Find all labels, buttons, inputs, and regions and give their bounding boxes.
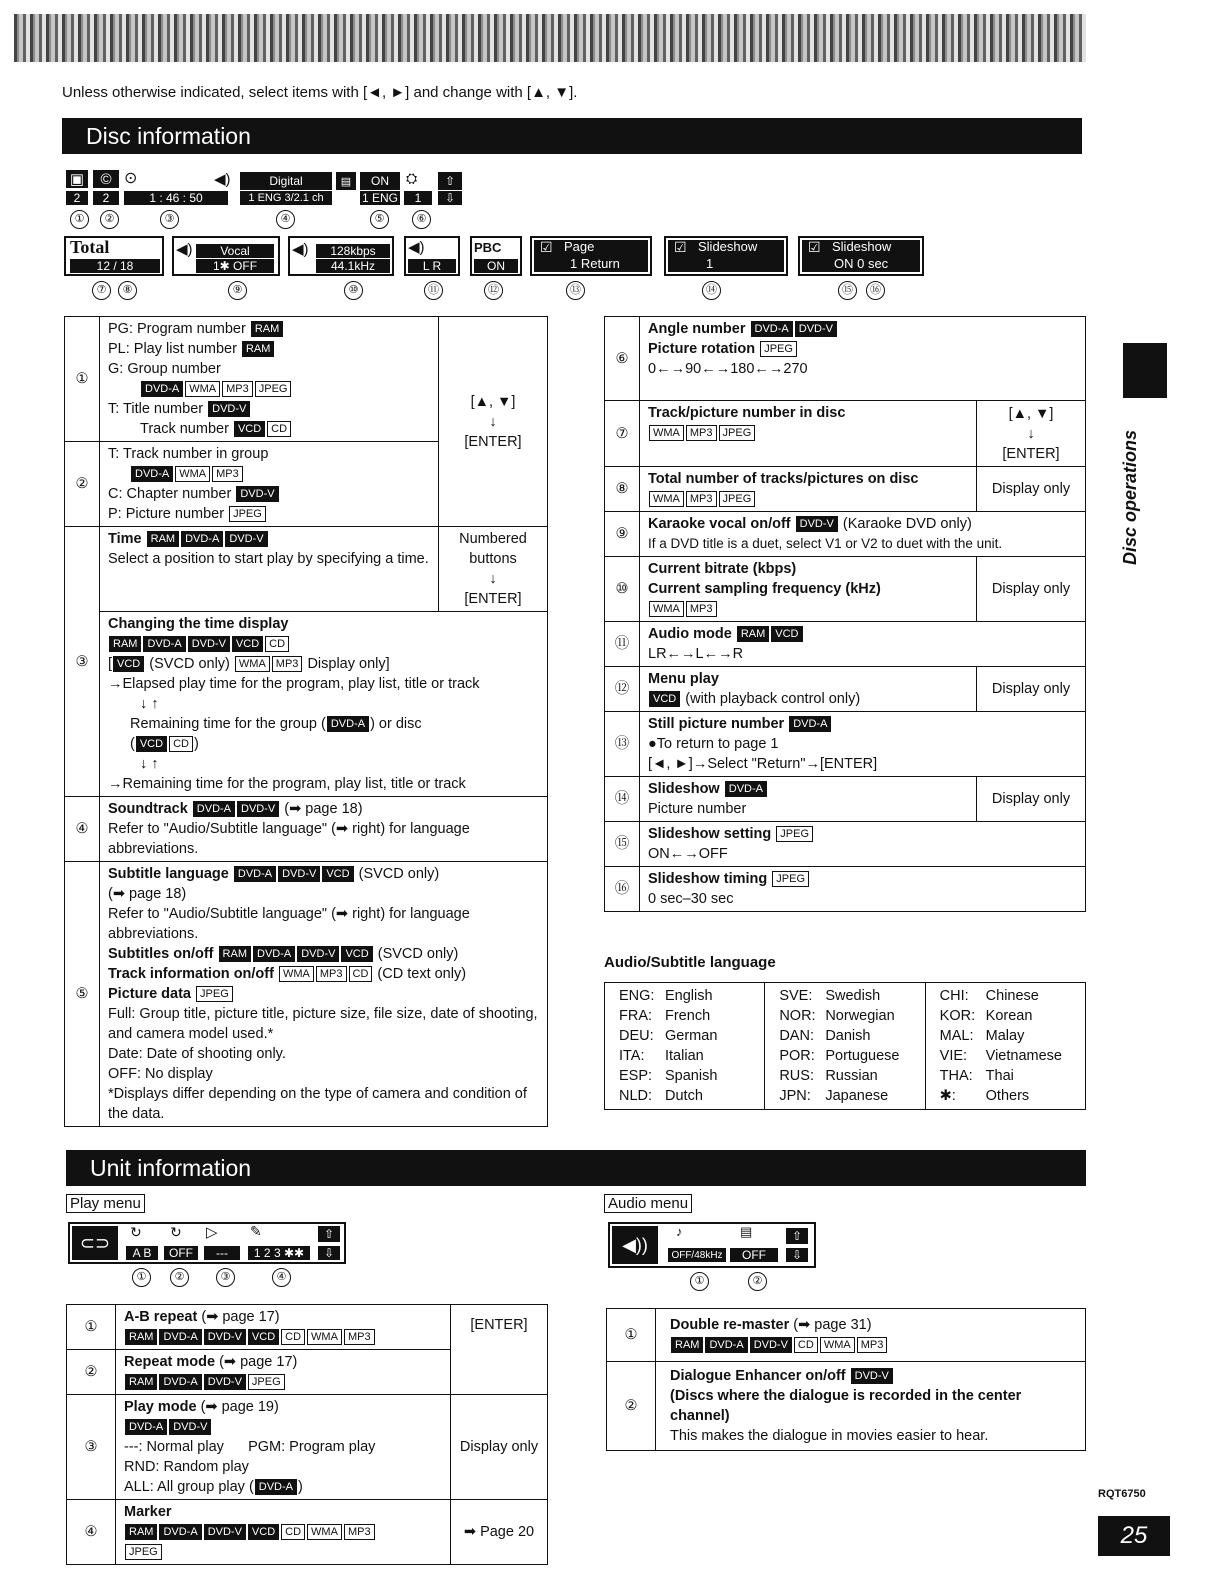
marker-7: ⑦ xyxy=(92,281,111,300)
marker-1: ① xyxy=(70,210,89,229)
play-menu-label: Play menu xyxy=(66,1194,145,1213)
row-number: ⑩ xyxy=(605,557,640,622)
audio-menu-label: Audio menu xyxy=(604,1194,692,1213)
speaker-icon: ◀) xyxy=(214,171,231,188)
osd-lr: L R xyxy=(408,259,456,273)
row-number: ⑯ xyxy=(605,867,640,912)
row-number: ② xyxy=(65,442,100,527)
marker-icon: ✎ xyxy=(250,1223,262,1239)
play-osd-ab: A B xyxy=(126,1246,158,1260)
audio-marker-1: ① xyxy=(690,1272,709,1291)
repeat-icon: ↻ xyxy=(170,1224,182,1240)
angle-icon: ⛭ xyxy=(406,170,418,186)
play-row-3: Play mode (➡ page 19) DVD-A DVD-V ---: Normal play PGM: Program play RND: Random play ALL: All group play ( DVD-A ) xyxy=(116,1395,451,1500)
osd-page-label: Page xyxy=(564,239,595,254)
row-number: ② xyxy=(67,1350,116,1395)
osd-total-label: Total xyxy=(70,237,110,257)
page-icon: ☑ xyxy=(540,239,553,255)
row-10-desc: Current bitrate (kbps) Current sampling frequency (kHz) WMA MP3 xyxy=(640,557,977,622)
dialogue-icon: ▤ xyxy=(740,1224,753,1239)
osd-pbc-value: ON xyxy=(474,259,518,273)
row-3-change: Changing the time display RAM DVD-A DVD-V VCD CD [ VCD (SVCD only) WMA MP3 Display only] →Elapsed play time for the program, play list, title or track ↓ ↑ Remaining time for the group ( DVD-A ) or disc ( VCD CD ) ↓ ↑ →Remaining time for the program, play list, title or track xyxy=(100,612,548,797)
row-14-keys: Display only xyxy=(977,777,1086,822)
marker-10: ⑩ xyxy=(344,281,363,300)
marker-12: ⑫ xyxy=(484,281,503,300)
audio-osd-dialogue: OFF xyxy=(730,1248,778,1262)
row-number: ⑮ xyxy=(605,822,640,867)
row-11-desc: Audio mode RAM VCD LR←→L←→R xyxy=(640,622,1086,667)
row-15-desc: Slideshow setting JPEG ON←→OFF xyxy=(640,822,1086,867)
osd-frequency: 44.1kHz xyxy=(316,259,390,273)
play-row-1-keys: [ENTER] xyxy=(451,1305,548,1395)
play-marker-1: ① xyxy=(132,1268,151,1287)
slideshow-setting-icon: ☑ xyxy=(808,239,821,255)
osd-time: 1 : 46 : 50 xyxy=(124,191,228,205)
arrow-down-icon: ⇩ xyxy=(786,1248,808,1262)
arrow-up-icon: ⇧ xyxy=(438,172,462,190)
audio-row-1: Double re-master (➡ page 31) RAM DVD-A DVD-V CD WMA MP3 xyxy=(656,1309,1086,1362)
row-number: ⑥ xyxy=(605,317,640,401)
osd-vocal-label: Vocal xyxy=(196,244,274,258)
language-column: ENG: English FRA: French DEU: German ITA: Italian ESP: Spanish NLD: Dutch xyxy=(605,983,765,1109)
row-number: ⑨ xyxy=(605,512,640,557)
row-number: ⑫ xyxy=(605,667,640,712)
subtitle-icon: ▤ xyxy=(336,172,356,190)
osd-subtitle-on: ON xyxy=(360,172,400,190)
osd-pbc-label: PBC xyxy=(474,240,502,255)
marker-13: ⑬ xyxy=(566,281,585,300)
row-3-keys: Numbered buttons ↓ [ENTER] xyxy=(439,527,548,612)
row-6-desc: Angle number DVD-A DVD-V Picture rotation JPEG 0←→90←→180←→270 xyxy=(640,317,1086,401)
arrow-up-icon: ⇧ xyxy=(786,1228,808,1244)
arrow-down-icon: ⇩ xyxy=(318,1246,340,1260)
osd-slideshow2-label: Slideshow xyxy=(832,239,892,254)
play-menu-table xyxy=(66,1304,548,1565)
audio-row-2: Dialogue Enhancer on/off DVD-V (Discs where the dialogue is recorded in the center channel) This makes the dialogue in movies easier to hear. xyxy=(656,1362,1086,1451)
osd-value-2: 2 xyxy=(93,191,119,205)
side-tab-block xyxy=(1123,343,1167,398)
play-row-4-keys: ➡ Page 20 xyxy=(451,1500,548,1565)
row-10-keys: Display only xyxy=(977,557,1086,622)
row-1-2-keys: [▲, ▼] ↓ [ENTER] xyxy=(439,317,548,527)
osd-bitrate: 128kbps xyxy=(316,244,390,258)
play-osd-marker: 1 2 3 ✱✱ xyxy=(248,1246,310,1260)
ab-repeat-icon: ↻ xyxy=(130,1224,142,1240)
row-8-keys: Display only xyxy=(977,467,1086,512)
osd-vocal-value: 1✱ OFF xyxy=(196,259,274,273)
play-row-1: A-B repeat (➡ page 17) RAM DVD-A DVD-V VCD CD WMA MP3 xyxy=(116,1305,451,1350)
marker-11: ⑪ xyxy=(424,281,443,300)
row-1-desc: PG: Program number RAM PL: Play list number RAM G: Group number DVD-A WMA MP3 JPEG T: Title number DVD-V Track number VCD CD xyxy=(100,317,439,442)
row-8-desc: Total number of tracks/pictures on disc WMA MP3 JPEG xyxy=(640,467,977,512)
disc-info-table-left xyxy=(64,316,548,1127)
row-number: ⑤ xyxy=(65,862,100,1127)
row-number: ① xyxy=(67,1305,116,1350)
language-table xyxy=(604,982,1086,1110)
marker-9: ⑨ xyxy=(228,281,247,300)
audio-osd-remaster: OFF/48kHz xyxy=(668,1248,726,1262)
row-2-desc: T: Track number in group DVD-A WMA MP3 C: Chapter number DVD-V P: Picture number JPEG xyxy=(100,442,439,527)
play-row-3-keys: Display only xyxy=(451,1395,548,1500)
row-12-desc: Menu play VCD (with playback control only) xyxy=(640,667,977,712)
osd-angle: 1 xyxy=(404,191,432,205)
row-13-desc: Still picture number DVD-A ●To return to page 1 [◄, ►]→Select "Return"→[ENTER] xyxy=(640,712,1086,777)
row-number: ④ xyxy=(67,1500,116,1565)
osd-page-value: 1 Return xyxy=(570,256,620,271)
osd-audio-sub: 1 ENG 3/2.1 ch xyxy=(240,191,332,205)
row-number: ③ xyxy=(65,527,100,797)
marker-3: ③ xyxy=(160,210,179,229)
language-column: SVE: Swedish NOR: Norwegian DAN: Danish POR: Portuguese RUS: Russian JPN: Japanese xyxy=(765,983,925,1109)
row-number: ① xyxy=(607,1309,656,1362)
row-5-desc: Subtitle language DVD-A DVD-V VCD (SVCD only) (➡ page 18) Refer to "Audio/Subtitle language" (➡ right) for language abbreviations. Subtitles on/off RAM DVD-A DVD-V VCD (SVCD only) Track information on/off WMA MP3 CD (CD text only) Picture data JPEG Full: Group title, picture title, picture size, file size, date of shooting, and camera model used.* Date: Date of shooting only. OFF: No display *Displays differ depending on the type of camera and condition of the data. xyxy=(100,862,548,1127)
section-title-unit-info: Unit information xyxy=(66,1150,1086,1186)
bitrate-speaker-icon: ◀) xyxy=(292,241,309,258)
arrow-up-icon: ⇧ xyxy=(318,1226,340,1242)
osd-subtitle-lang: 1 ENG xyxy=(361,191,398,205)
row-number: ① xyxy=(65,317,100,442)
row-12-keys: Display only xyxy=(977,667,1086,712)
play-marker-3: ③ xyxy=(216,1268,235,1287)
osd-audio-format: Digital xyxy=(240,172,332,190)
audio-marker-2: ② xyxy=(748,1272,767,1291)
play-osd-mode: --- xyxy=(204,1246,240,1260)
play-osd-repeat: OFF xyxy=(164,1246,198,1260)
marker-8: ⑧ xyxy=(118,281,137,300)
side-label xyxy=(1110,400,1150,570)
section-title-disc-info: Disc information xyxy=(62,118,1082,154)
osd-slideshow-label: Slideshow xyxy=(698,239,758,254)
language-column: CHI: Chinese KOR: Korean MAL: Malay VIE: Vietnamese THA: Thai ✱: Others xyxy=(939,988,1062,1104)
audio-menu-table xyxy=(606,1308,1086,1451)
marker-14: ⑭ xyxy=(702,281,721,300)
arrow-down-icon: ⇩ xyxy=(438,191,462,205)
svg-text:Disc operations: Disc operations xyxy=(1120,429,1140,565)
marker-6: ⑥ xyxy=(412,210,431,229)
lr-speaker-icon: ◀) xyxy=(408,239,425,256)
clock-icon: ⊙ xyxy=(124,170,138,187)
row-3-time: Time RAM DVD-A DVD-V Select a position to start play by specifying a time. xyxy=(100,527,439,612)
play-row-4: Marker RAM DVD-A DVD-V VCD CD WMA MP3 JPEG xyxy=(116,1500,451,1565)
play-marker-2: ② xyxy=(170,1268,189,1287)
marker-5: ⑤ xyxy=(370,210,389,229)
row-7-desc: Track/picture number in disc WMA MP3 JPEG xyxy=(640,401,977,467)
osd-value-1: 2 xyxy=(66,191,88,205)
play-menu-icon: ⊂⊃ xyxy=(72,1226,118,1260)
row-number: ⑬ xyxy=(605,712,640,777)
language-title: Audio/Subtitle language xyxy=(604,954,776,971)
row-number: ⑧ xyxy=(605,467,640,512)
vocal-speaker-icon: ◀) xyxy=(176,241,193,258)
disc-info-table-right xyxy=(604,316,1086,912)
row-number: ⑭ xyxy=(605,777,640,822)
row-number: ③ xyxy=(67,1395,116,1500)
osd-total-value: 12 / 18 xyxy=(70,259,160,273)
document-code: RQT6750 xyxy=(1098,1488,1146,1500)
row-number: ⑦ xyxy=(605,401,640,467)
row-4-desc: Soundtrack DVD-A DVD-V (➡ page 18) Refer to "Audio/Subtitle language" (➡ right) for language abbreviations. xyxy=(100,797,548,862)
intro-text: Unless otherwise indicated, select items with [◄, ►] and change with [▲, ▼]. xyxy=(62,84,578,101)
header-banner xyxy=(14,14,1086,62)
row-number: ⑪ xyxy=(605,622,640,667)
chapter-icon: © xyxy=(93,170,119,188)
row-16-desc: Slideshow timing JPEG 0 sec–30 sec xyxy=(640,867,1086,912)
marker-15: ⑮ xyxy=(838,281,857,300)
play-mode-icon: ▷ xyxy=(206,1224,218,1241)
row-7-keys: [▲, ▼] ↓ [ENTER] xyxy=(977,401,1086,467)
page-number: 25 xyxy=(1098,1516,1170,1556)
row-number: ② xyxy=(607,1362,656,1451)
marker-16: ⑯ xyxy=(866,281,885,300)
osd-slideshow2-value: ON 0 sec xyxy=(834,256,889,271)
osd-slideshow-value: 1 xyxy=(706,256,714,271)
row-14-desc: Slideshow DVD-A Picture number xyxy=(640,777,977,822)
play-row-2: Repeat mode (➡ page 17) RAM DVD-A DVD-V JPEG xyxy=(116,1350,451,1395)
remaster-icon: ♪ xyxy=(676,1224,683,1239)
slideshow-icon: ☑ xyxy=(674,239,687,255)
row-9-desc: Karaoke vocal on/off DVD-V (Karaoke DVD only) If a DVD title is a duet, select V1 or V2 to duet with the unit. xyxy=(640,512,1086,557)
audio-menu-icon: ◀)) xyxy=(612,1226,658,1264)
row-number: ④ xyxy=(65,797,100,862)
play-marker-4: ④ xyxy=(272,1268,291,1287)
marker-4: ④ xyxy=(276,210,295,229)
marker-2: ② xyxy=(100,210,119,229)
disc-icon: ▣ xyxy=(66,170,88,188)
